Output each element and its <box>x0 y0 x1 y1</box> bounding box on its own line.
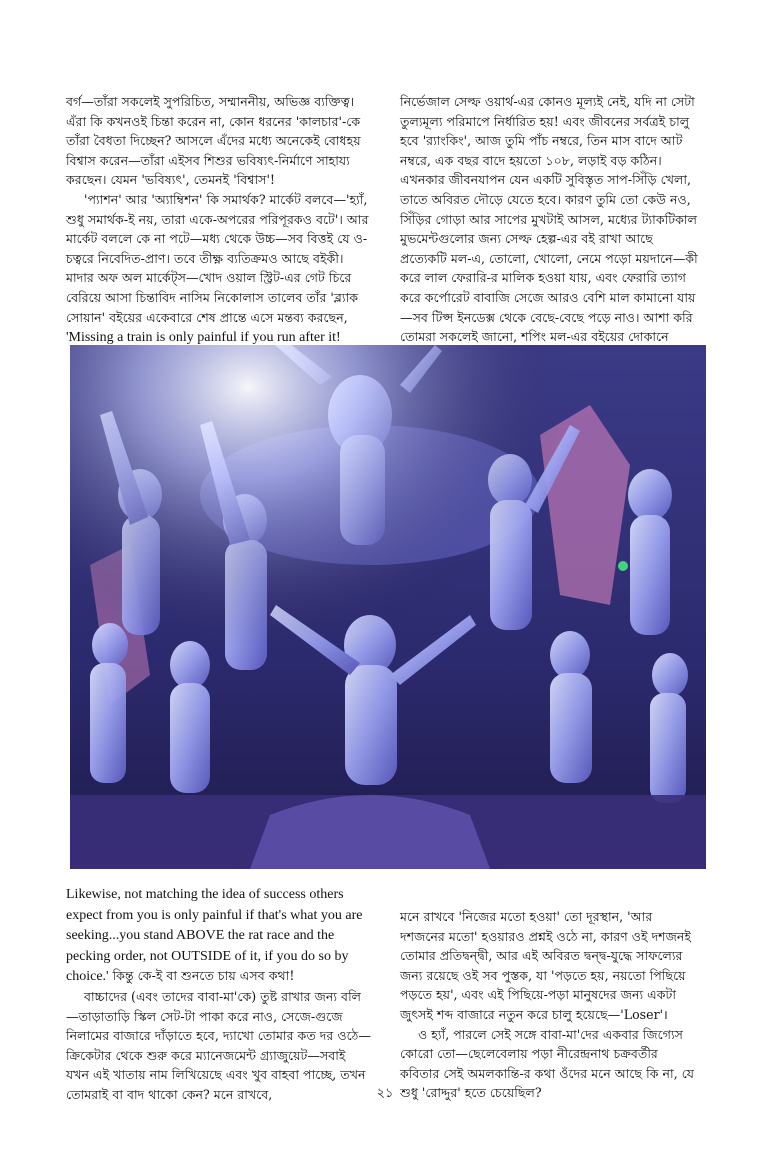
paragraph: ও হ্যাঁ, পারলে সেই সঙ্গে বাবা-মা'দের একবার জিগ্যেস কোরো তো—ছেলেবেলায় পড়া নীরেন্দ্রনাথ চক্রবর্তীর কবিতার সেই অমলকান্তি-র কথা ওঁদের মনে আছে কি না, যে শুধু 'রোদ্দুর' হতে চেয়েছিল? <box>400 1026 695 1101</box>
paragraph: মনে রাখবে 'নিজের মতো হওয়া' তো দূরস্থান, 'আর দশজনের মতো' হওয়ারও প্রশ্নই ওঠে না, কারণ ওই দশজনই তোমার প্রতিদ্বন্দ্বী, আর এই অবিরত দ্বন্দ্ব-যুদ্ধে সাফল্যের জন্য রয়েছে ওই সব পুস্তক, যা 'পড়তে হয়, নয়তো পিছিয়ে পড়তে হয়', এবং এই পিছিয়ে-পড়া মানুষদের জন্য একটা জুৎসই শব্দ বাজারে নতুন করে চালু হয়েছে—'Loser'। <box>400 909 691 1022</box>
paragraph <box>66 884 372 987</box>
paragraph <box>66 190 372 348</box>
top-left-column <box>66 92 372 348</box>
quote-text: Likewise, not matching the idea of success others expect from you is only painful if that's what you are seeking...you stand ABOVE the rat race and the pecking order, not OUTSIDE of it, if you do so by choice.' <box>66 887 363 985</box>
page-number: ২১ <box>376 1086 394 1101</box>
paragraph: নির্ভেজাল সেল্ফ ওয়ার্থ-এর কোনও মূল্যই নেই, যদি না সেটা তুল্যমূল্য পরিমাপে নির্ধারিত হয়! এবং জীবনের সর্বত্রই চালু হবে 'র‍্যাংকিং', আজ তুমি পাঁচ নম্বরে, তিন মাস বাদে আট নম্বরে, এক বছর বাদে হয়তো ১০৮, লড়াই বড় কঠিন। এখনকার জীবনযাপন যেন একটি সুবিস্তৃত সাপ-সিঁড়ি খেলা, তাতে অবিরত দৌড়ে যেতে হবে। কারণ তুমি তো কেউ নও, সিঁড়ির গোড়া আর সাপের মুখটাই আসল, মধ্যের ট্যাকটিকাল মুভমেন্টগুলোর জন্য সেল্ফ হেল্প-এর বই রাখা আছে প্রত্যেকটি মল-এ, তোলো, খোলো, নেমে পড়ো ময়দানে—কী করে লাল ফেরারি-র মালিক হওয়া যায়, এবং ফেরারি ত্যাগ করে কর্পোরেট বাবাজি সেজে আরও বেশি মাল কামানো যায়—সব টিপ্স ইনডেক্স থেকে বেছে-বেছে পড়ে নাও। আশা করি তোমরা সকলেই জানো, শপিং মল-এর বইয়ের দোকানে <box>400 94 698 345</box>
dance-performance-photo <box>70 345 706 869</box>
photo-illustration <box>70 345 706 869</box>
bottom-left-column <box>66 884 372 1105</box>
top-right-column <box>400 92 700 366</box>
paragraph-text: 'প্যাশন' আর 'অ্যাম্বিশন' কি সমার্থক? মার্কেট বলবে—'হ্যাঁ, শুধু সমার্থক-ই নয়, তারা একে-অপরের পরিপূরকও বটে'। আর মার্কেট বললে কে না পটে—মধ্য থেকে উচ্চ—সব বিত্তই যে ও-চত্বরে নিবেদিত-প্রাণ। তবে তীক্ষ্ণ ব্যতিক্রমও আছে বইকী। মাদার অফ অল মার্কেট্স—খোদ ওয়াল স্ট্রিট-এর গেট চিরে বেরিয়ে আসা চিন্তাবিদ নাসিম নিকোলাস তালেব তাঁর 'ব্ল্যাক সোয়ান' বইয়ের একেবারে শেষ প্রান্তে এসে মন্তব্য করছেন, <box>66 191 369 325</box>
bottom-right-column <box>400 907 700 1103</box>
paragraph-text: কিন্তু কে-ই বা শুনতে চায় এসব কথা! <box>108 968 295 984</box>
paragraph: বাচ্চাদের (এবং তাদের বাবা-মা'কে) তুষ্ট রাখার জন্য বলি—তাড়াতাড়ি স্কিল সেট-টা পাকা করে নাও, সেজে-গুজে নিলামের বাজারে দাঁড়াতে হবে, দ্যাখো তোমার কত দর ওঠে—ক্রিকেটার থেকে শুরু করে ম্যানেজমেন্ট গ্র্যাজুয়েট—সবাই যখন এই খাতায় নাম লিখিয়েছে এবং খুব বাহবা পাচ্ছে, তখন তোমরাই বা বাদ থাকো কেন? মনে রাখবে, <box>66 988 371 1102</box>
quote-text: 'Missing a train is only painful if you run after it! <box>66 330 341 346</box>
paragraph: বর্গ—তাঁরা সকলেই সুপরিচিত, সম্মাননীয়, অভিজ্ঞ ব্যক্তিত্ব। এঁরা কি কখনওই চিন্তা করেন না, কোন ধরনের 'কালচার'-কে তাঁরা বৈধতা দিচ্ছেন? আসলে এঁদের মধ্যে অনেকেই বোধহয় বিশ্বাস করেন—তাঁরা এইসব শিশুর ভবিষ্যৎ-নির্মাণে সাহায্য করছেন। যেমন 'ভবিষ্যৎ', তেমনই 'বিশ্বাস'! <box>66 94 361 188</box>
